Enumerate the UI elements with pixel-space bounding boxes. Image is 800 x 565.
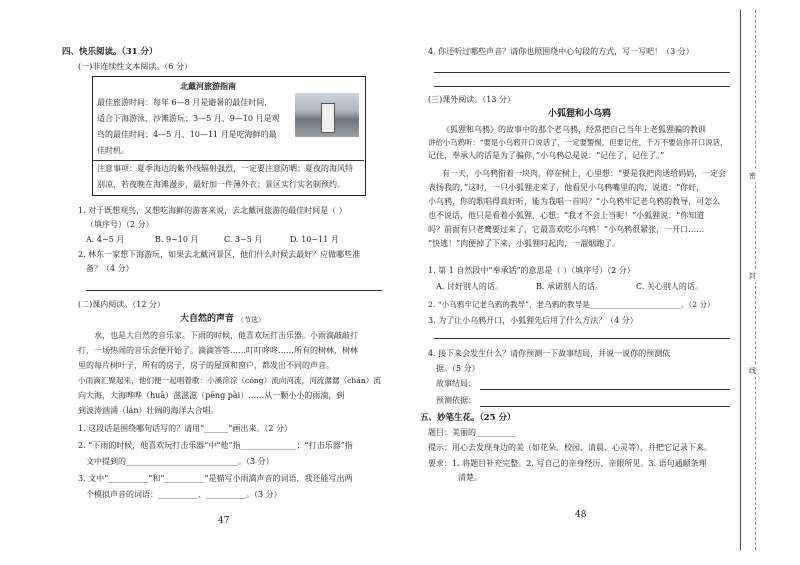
answer-line[interactable] — [480, 406, 730, 407]
question-a3: 3. 文中“__________”和“__________”是描写小雨滴声音的词语，我还能写出两 — [78, 474, 353, 483]
option-b: B. 9~10 月 — [155, 235, 199, 244]
passage-line: 到波涛汹涌（lán）壮阔的海洋大合唱。 — [78, 406, 219, 415]
passage-heading-note: （节选） — [237, 316, 265, 324]
passage-line: 小雨滴汇聚起来，他们便一起唱着歌：小溪淙淙（cóng）流向河流，河流潺潺（chán）流 — [78, 376, 381, 385]
part-3-title: (三)课外阅读。（13 分） — [428, 95, 515, 104]
question-r4-cont: 据。（5 分） — [436, 364, 480, 373]
story-line: 小乌鸦，你的歌唱得真好听，能为我唱一首吗？”小乌鸦牢记老乌鸦的教导，可怎么 — [428, 197, 721, 206]
composition-tip: 提示：用心去发现身边的美（如花朵、校园、清晨、心灵等），并把它记录下来。 — [428, 443, 712, 452]
page-number: 48 — [575, 510, 587, 520]
question-r4: 4. 接下来会发生什么？请你预测一下故事结局，并说一说你的预测依 — [428, 349, 671, 358]
question-r3: 3. 为了让小乌鸦开口，小狐狸先后用了什么方法？（4 分） — [428, 316, 638, 325]
binding-char: 线 — [749, 367, 756, 375]
story-line: 吗？前面有只老鹰要过来了，它最喜欢吃小乌鸦！”小乌鸦很紧张，一开口…… — [428, 225, 705, 234]
story-title: 小狐狸和小乌鸦 — [548, 109, 612, 119]
story-line: 也不说话，他只是看着小狐狸，心想：“我才不会上当呢！”小狐狸说：“你知道 — [428, 211, 705, 220]
passage-line: 打，一场热闹的音乐会便开始了。滴滴答答……叮叮咚咚……所有的树林，树林 — [78, 346, 358, 355]
binding-line — [740, 10, 741, 550]
ending-label: 故事结局： — [436, 379, 476, 388]
answer-line[interactable] — [434, 338, 730, 339]
guide-title: 北戴河旅游指南 — [180, 81, 236, 91]
guide-line: 适合下海游泳、沙滩游玩；3—5 月、9—10 月是观 — [97, 114, 280, 123]
basis-label: 预测依据： — [436, 396, 476, 405]
story-line: 记住，奉承人的话是为了骗你，”小乌鸦总是说：“记住了，记住了。” — [428, 151, 665, 160]
passage-heading: 大自然的声音 — [180, 314, 235, 324]
story-line: 讲给小乌鸦听：“要是小乌鸦开口说话了，一定要警惕，但要记住，千万不要信你开口说话， — [428, 138, 728, 147]
story-line: “快逃！”肉便掉了下来，小狐狸叼起肉，一溜烟跑了。 — [428, 239, 621, 248]
answer-line[interactable] — [434, 86, 730, 87]
story-line: 表扬我的，”这时，一只小狐狸走来了，他看见小乌鸦嘴里的肉，说道：“你好， — [428, 183, 705, 192]
composition-topic: 题目：美丽的__________ — [428, 428, 516, 437]
answer-line[interactable] — [480, 389, 730, 390]
guide-line: 注意事项：夏季海边的紫外线辐射强烈，一定要注意防晒；夏夜的海风特 — [97, 164, 353, 173]
passage-line: 水，也是大自然的音乐家。下雨的时候，他喜欢玩打击乐器。小雨滴敲敲打 — [94, 331, 358, 340]
guide-divider — [93, 160, 364, 161]
answer-line[interactable] — [86, 290, 382, 291]
guide-line: 鸟的最佳时间；4—5 月、10—11 月是吃海鲜的最 — [97, 130, 277, 139]
passage-line: 里的每片树叶子，所有的房子，房子的屋顶和窗户，都发出不同的声音。 — [78, 361, 334, 370]
question-a3-cont: 个模拟声音的词语：__________、__________。（3 分） — [86, 490, 282, 499]
guide-line: 最佳旅游时间：每年 6—8 月是避暑的最佳时间， — [97, 98, 273, 107]
section-5-title: 五、妙笔生花。（25 分） — [420, 413, 516, 423]
binding-char: 密 — [749, 172, 756, 180]
binding-margin — [735, 0, 800, 565]
option-c: C. 3~5 月 — [224, 235, 263, 244]
option-a: A. 4~5 月 — [86, 235, 125, 244]
beach-photo — [295, 93, 359, 137]
answer-line[interactable] — [434, 72, 730, 73]
rock-sign — [321, 103, 335, 133]
question-1: 1. 对于既想观鸟，又想吃海鲜的游客来说，去北戴河旅游的最佳时间是（ ） — [78, 206, 347, 215]
composition-requirement: 要求：1. 将题目补充完整。2. 写自己的亲身经历、亲眼所见。3. 语句通顺条理 — [428, 459, 707, 468]
right-page — [400, 0, 735, 565]
option-b: B. 承诺别人的话。 — [536, 282, 603, 291]
question-a2-cont: 文中提到的____________________________。（3 分） — [86, 457, 274, 466]
option-c: C. 关心别人的话。 — [636, 282, 703, 291]
passage-line: 向大海，大海哗哗（huā）滋滋滋（pēng pài）……从一颗小小的雨滴，到 — [78, 391, 345, 400]
guide-line: 别凉，若夜晚在海滩漫步，最好加一件薄外衣；景区实行实名制预约。 — [97, 180, 345, 189]
question-4: 4. 你还听过哪些声音？请你也照围绕中心句段的方式，写一写吧！（3 分） — [428, 47, 694, 56]
option-a: A. 讨好别人的话。 — [436, 282, 503, 291]
question-2: 2. 林东一家想下海游玩，如果去北戴河景区，他们什么时候去最好？应做哪些准 — [78, 250, 361, 259]
guide-line: 佳时机。 — [97, 146, 129, 155]
composition-requirement-cont: 清楚。 — [458, 473, 482, 482]
story-line: 《狐狸和乌鸦》的故事中的那个老乌鸦，经常把自己当年上老狐狸骗的教训 — [442, 125, 706, 134]
option-d: D. 10~11 月 — [290, 235, 339, 244]
question-r2: 2. “小乌鸦牢记老乌鸦的教导”，老乌鸦的教导是________________________。（2 分） — [428, 300, 715, 309]
part-2-title: (二)课内阅读。（12 分） — [78, 300, 165, 309]
part-1-title: (一)非连续性文本阅读。（6 分） — [78, 62, 192, 71]
binding-char: 封 — [749, 272, 756, 280]
section-4-title: 四、快乐阅读。（31 分） — [62, 47, 158, 57]
question-1-note: （填序号）（2 分） — [86, 220, 154, 229]
page-number: 47 — [218, 516, 230, 526]
question-a1: 1. 这段话是围绕哪句话写的？请用“______”画出来。（2 分） — [78, 424, 292, 433]
question-2-note: 备？（4 分） — [86, 264, 134, 273]
question-a2: 2. “下雨的时候，他喜欢玩打击乐器”中“他”指______________；“打击乐器”指 — [78, 441, 353, 450]
question-r1: 1. 第 1 自然段中“奉承话”的意思是（ ）（填序号）（2 分） — [428, 266, 635, 275]
story-line: 有一天，小乌鸦衔着一块肉，停在树上，心里想：“要是我把肉送给妈妈，一定会 — [442, 169, 727, 178]
